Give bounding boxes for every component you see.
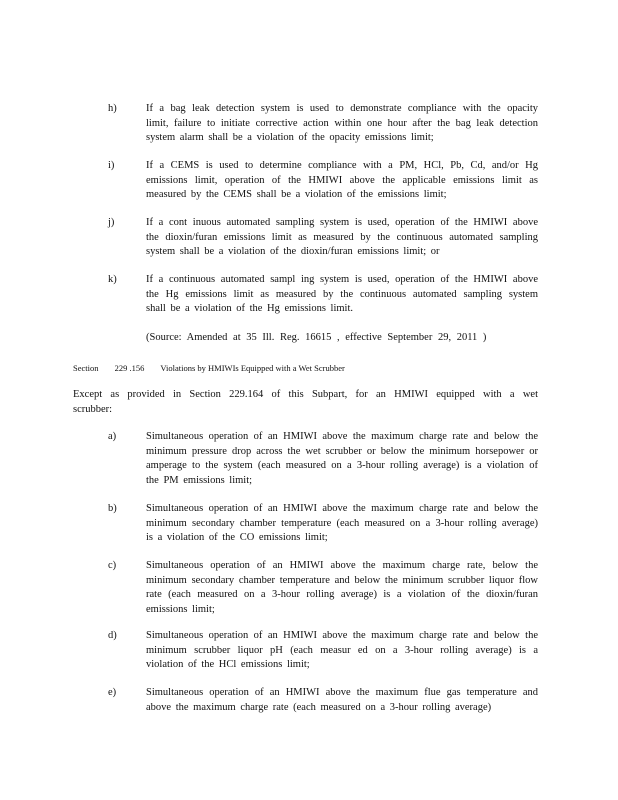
item-label: c) — [108, 560, 117, 571]
item-text: Simultaneous operation of an HMIWI above the maximum flue gas temperature and above the maximum charge rate (each measured on a 3-hour rolling average) — [146, 687, 538, 713]
section-number: 229 .156 — [114, 363, 145, 373]
item-text: Simultaneous operation of an HMIWI above the maximum charge rate and below the minimum pressure drop across the wet scrubber or below the minimum horsepower or amperage to the system (each measured on a 3-hour rolling average) is a violation of the PM emissions limit; — [146, 431, 538, 486]
item-label: i) — [108, 160, 115, 171]
item-text: Simultaneous operation of an HMIWI above the maximum charge rate, below the minimum secondary chamber temperature and below the minimum scrubber liquor flow rate (each measured on a 3-hour rolling average) is a violation of the dioxin/furan emissions limit; — [146, 560, 538, 615]
item-label: j) — [108, 217, 115, 228]
section-word: Section — [73, 363, 99, 373]
item-label: d) — [108, 630, 117, 641]
item-text: Simultaneous operation of an HMIWI above the maximum charge rate and below the minimum scrubber liquor pH (each measur ed on a 3-hour rolling average) is a violation of the HCl emissions limit; — [146, 630, 538, 670]
item-label: e) — [108, 687, 117, 698]
item-text: If a continuous automated sampl ing system is used, operation of the HMIWI above the Hg emissions limit as measured by the continuous automated sampling system shall be a violation of the Hg emissions limit. — [146, 274, 538, 314]
item-text: Simultaneous operation of an HMIWI above the maximum charge rate and below the minimum secondary chamber temperature (each measured on a 3-hour rolling average) is a violation of the CO emissions limit; — [146, 503, 538, 543]
item-label: b) — [108, 503, 117, 514]
section-title: Violations by HMIWIs Equipped with a Wet Scrubber — [160, 363, 345, 373]
item-label: h) — [108, 103, 117, 114]
item-text: If a CEMS is used to determine compliance with a PM, HCl, Pb, Cd, and/or Hg emissions limit, operation of the HMIWI above the applicable emissions limit as measured by the CEMS shall be a violation of the emissions limit; — [146, 160, 538, 200]
intro-paragraph: Except as provided in Section 229.164 of this Subpart, for an HMIWI equipped with a wet scrubber: — [73, 389, 538, 415]
item-label: k) — [108, 274, 117, 285]
source-note: (Source: Amended at 35 Ill. Reg. 16615 , effective September 29, 2011 ) — [146, 332, 487, 343]
section-heading — [73, 362, 359, 374]
item-text: If a cont inuous automated sampling system is used, operation of the HMIWI above the dioxin/furan emissions limit as measured by the continuous automated sampling system shall be a violation of the dioxin/furan emissions limit; or — [146, 217, 538, 257]
item-text: If a bag leak detection system is used to demonstrate compliance with the opacity limit, failure to initiate corrective action within one hour after the bag leak detection system alarm shall be a violation of the opacity emissions limit; — [146, 103, 538, 143]
item-label: a) — [108, 431, 117, 442]
